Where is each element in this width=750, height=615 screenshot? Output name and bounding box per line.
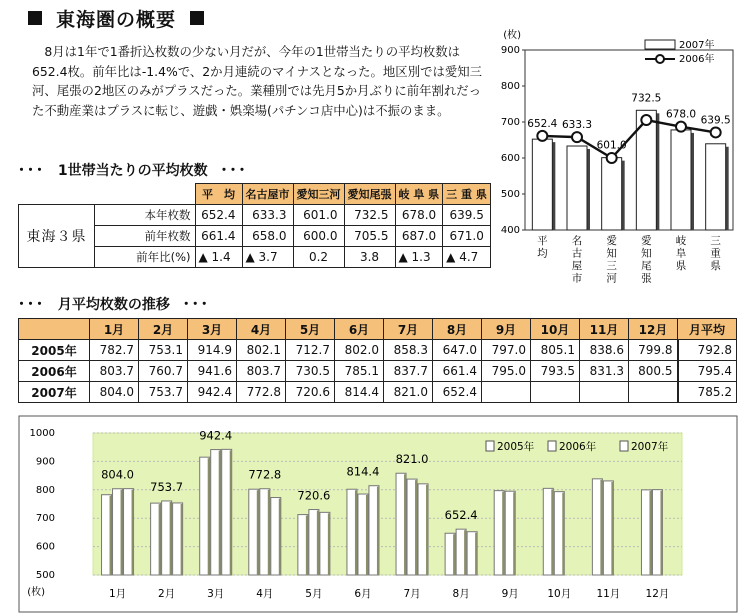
- year-label: 2005年: [19, 340, 90, 361]
- data-label: 678.0: [665, 108, 697, 121]
- legend-swatch: [486, 441, 494, 451]
- monthly-average-table: [18, 318, 737, 403]
- data-label: 821.0: [395, 452, 429, 467]
- summary-paragraph: [32, 42, 492, 120]
- legend-label: 2007年: [679, 40, 715, 51]
- bar-shade: [268, 490, 270, 575]
- y-tick-label: 900: [500, 45, 520, 56]
- table-cell: 792.8: [678, 340, 737, 361]
- bar-shade: [377, 487, 379, 575]
- bar-shade: [404, 474, 406, 575]
- line-marker: [676, 122, 686, 132]
- bar-shade: [110, 496, 112, 575]
- table-cell: 730.5: [286, 361, 335, 382]
- bar-shade: [562, 493, 564, 575]
- table-cell: 942.4: [188, 382, 237, 403]
- bar-shade: [121, 490, 123, 575]
- table-cell: 941.6: [188, 361, 237, 382]
- category-label: 知: [641, 247, 652, 260]
- square-bullet-icon: [28, 11, 42, 25]
- bar-shade: [551, 489, 553, 575]
- axis-unit-label: (枚): [27, 587, 45, 598]
- row-label: 前年枚数: [95, 226, 196, 247]
- y-tick-label: 500: [35, 570, 55, 581]
- category-label: 岐: [675, 235, 687, 247]
- legend-swatch-bar: [645, 40, 675, 49]
- legend-marker: [656, 55, 664, 63]
- bar-shade: [464, 530, 466, 575]
- x-tick-label: 7月: [403, 588, 421, 600]
- y-tick-label: 600: [35, 541, 55, 553]
- line-marker: [537, 131, 547, 141]
- table-cell: 720.6: [286, 382, 335, 403]
- line-marker: [641, 115, 651, 125]
- bar-shade: [502, 492, 504, 575]
- category-label: 張: [641, 272, 652, 285]
- table-cell: 838.6: [580, 340, 629, 361]
- table-cell: 687.0: [395, 226, 443, 247]
- table-cell: 671.0: [443, 226, 491, 247]
- table-cell: 814.4: [335, 382, 384, 403]
- bar: [532, 139, 552, 230]
- category-label: 知: [606, 247, 617, 260]
- table-cell: 661.4: [433, 361, 482, 382]
- heading-label: 月平均枚数の推移: [57, 297, 170, 313]
- table-cell: 785.1: [335, 361, 384, 382]
- x-tick-label: 12月: [645, 588, 670, 600]
- table-cell: 0.2: [293, 247, 344, 268]
- region-label: 東海３県: [19, 205, 95, 268]
- bar-shade: [611, 482, 613, 575]
- bar-shade: [132, 490, 134, 575]
- table-cell: 802.1: [237, 340, 286, 361]
- y-tick-label: 900: [35, 456, 55, 468]
- bar-shade: [219, 451, 221, 575]
- y-tick-label: 700: [35, 513, 55, 525]
- table-cell: ▲ 4.7: [443, 247, 491, 268]
- category-label: 重: [710, 247, 721, 260]
- column-header: 1月: [90, 319, 139, 340]
- data-label: 720.6: [297, 488, 331, 503]
- column-header: 7月: [384, 319, 433, 340]
- y-tick-label: 1000: [29, 428, 55, 439]
- data-label: 732.5: [631, 92, 662, 105]
- category-label: 愛: [641, 235, 652, 247]
- column-header: 2月: [139, 319, 188, 340]
- table-cell: 678.0: [395, 205, 443, 226]
- table-cell: [482, 382, 531, 403]
- section-heading-monthly: [18, 294, 210, 314]
- category-label: 平: [537, 235, 548, 247]
- table-cell: 799.8: [629, 340, 678, 361]
- y-tick-label: 800: [35, 484, 55, 496]
- table-cell: 831.3: [580, 361, 629, 382]
- data-label: 639.5: [700, 114, 731, 127]
- year-label: 2006年: [19, 361, 90, 382]
- table-cell: 658.0: [242, 226, 293, 247]
- table-cell: 802.0: [335, 340, 384, 361]
- column-header: 3月: [188, 319, 237, 340]
- table-cell: 805.1: [531, 340, 580, 361]
- line-marker: [607, 153, 617, 163]
- title-text: 東海圏の概要: [56, 9, 177, 31]
- data-label: 601.0: [596, 139, 627, 152]
- legend-label: 2005年: [497, 441, 535, 453]
- y-tick-label: 600: [500, 153, 520, 164]
- page-title: [28, 5, 204, 32]
- table-cell: ▲ 1.4: [195, 247, 242, 268]
- column-header: 8月: [433, 319, 482, 340]
- table-cell: 914.9: [188, 340, 237, 361]
- table-cell: 3.8: [344, 247, 395, 268]
- column-header: 月平均: [678, 319, 737, 340]
- column-header: 愛知三河: [293, 184, 344, 205]
- table-cell: 753.7: [139, 382, 188, 403]
- category-label: 阜: [675, 247, 687, 260]
- table-cell: [580, 382, 629, 403]
- bar-shade: [453, 534, 455, 575]
- table-cell: 821.0: [384, 382, 433, 403]
- table-cell: 732.5: [344, 205, 395, 226]
- x-tick-label: 5月: [305, 588, 323, 600]
- household-average-table: [18, 183, 491, 268]
- year-label: 2007年: [19, 382, 90, 403]
- table-cell: 772.8: [237, 382, 286, 403]
- bar-shade: [660, 491, 662, 575]
- bar-shade: [181, 504, 183, 575]
- bar-shade: [328, 513, 330, 575]
- column-header: 三 重 県: [443, 184, 491, 205]
- x-tick-label: 11月: [596, 588, 621, 600]
- y-tick-label: 500: [500, 189, 520, 200]
- bar-shade: [649, 491, 651, 575]
- row-label: 本年枚数: [95, 205, 196, 226]
- monthly-bar-chart: [18, 415, 738, 613]
- column-header: 4月: [237, 319, 286, 340]
- household-bar-line-chart: [495, 28, 745, 293]
- category-label: 愛: [606, 235, 617, 247]
- category-label: 三: [710, 235, 721, 247]
- table-cell: 803.7: [237, 361, 286, 382]
- table-cell: ▲ 1.3: [395, 247, 443, 268]
- heading-dots: ･･･: [18, 163, 45, 179]
- column-header: 愛知尾張: [344, 184, 395, 205]
- table-row: [19, 205, 491, 226]
- bar: [671, 130, 691, 230]
- square-bullet-icon: [190, 11, 204, 25]
- bar: [567, 146, 587, 230]
- column-header: 11月: [580, 319, 629, 340]
- table-cell: 760.7: [139, 361, 188, 382]
- bar-shade: [600, 480, 602, 575]
- bar-shade: [306, 516, 308, 575]
- x-tick-label: 3月: [207, 588, 225, 600]
- table-cell: 753.1: [139, 340, 188, 361]
- x-tick-label: 4月: [256, 588, 274, 600]
- heading-label: 1世帯当たりの平均枚数: [57, 163, 208, 179]
- legend-label: 2006年: [679, 54, 715, 65]
- bar-shade: [279, 499, 281, 575]
- x-tick-label: 9月: [501, 588, 519, 600]
- category-label: 古: [571, 247, 583, 260]
- bar-shade: [475, 533, 477, 575]
- section-heading-household: [18, 160, 248, 180]
- table-row: [19, 382, 737, 403]
- data-label: 814.4: [346, 464, 380, 479]
- legend-label: 2006年: [559, 441, 597, 453]
- bar: [602, 158, 622, 230]
- y-tick-label: 400: [500, 225, 520, 236]
- table-cell: 661.4: [195, 226, 242, 247]
- category-label: 市: [571, 272, 583, 285]
- column-header: 10月: [531, 319, 580, 340]
- bar: [706, 144, 726, 230]
- x-tick-label: 1月: [108, 588, 127, 600]
- table-cell: 837.7: [384, 361, 433, 382]
- bar-shade: [426, 485, 428, 575]
- category-label: 三: [606, 260, 617, 272]
- category-label: 均: [537, 247, 548, 260]
- table-cell: [629, 382, 678, 403]
- bar-shade: [170, 502, 172, 575]
- x-tick-label: 2月: [158, 588, 176, 600]
- row-label: 前年比(%): [95, 247, 196, 268]
- table-cell: 652.4: [195, 205, 242, 226]
- data-label: 942.4: [199, 428, 233, 443]
- table-cell: 652.4: [433, 382, 482, 403]
- x-tick-label: 8月: [452, 588, 470, 600]
- table-cell: ▲ 3.7: [242, 247, 293, 268]
- corner-cell: [19, 319, 90, 340]
- table-cell: 705.5: [344, 226, 395, 247]
- bar-shade: [415, 480, 417, 575]
- table-cell: [531, 382, 580, 403]
- line-marker: [572, 132, 582, 142]
- table-cell: 600.0: [293, 226, 344, 247]
- table-cell: 712.7: [286, 340, 335, 361]
- table-cell: 803.7: [90, 361, 139, 382]
- table-header-row: [19, 184, 491, 205]
- table-cell: 601.0: [293, 205, 344, 226]
- y-tick-label: 800: [500, 81, 520, 92]
- data-label: 753.7: [150, 479, 184, 494]
- table-cell: 804.0: [90, 382, 139, 403]
- data-label: 652.4: [444, 508, 478, 523]
- table-cell: 633.3: [242, 205, 293, 226]
- table-row: [19, 361, 737, 382]
- x-tick-label: 6月: [354, 588, 372, 600]
- table-cell: 647.0: [433, 340, 482, 361]
- bar-shade: [366, 495, 368, 575]
- column-header: 9月: [482, 319, 531, 340]
- axis-unit-label: (枚): [503, 30, 521, 41]
- table-header-row: [19, 319, 737, 340]
- heading-dots: ･･･: [182, 297, 210, 313]
- column-header: 平 均: [195, 184, 242, 205]
- column-header: 名古屋市: [242, 184, 293, 205]
- heading-dots: ･･･: [18, 297, 45, 313]
- bar-shade: [159, 504, 161, 575]
- table-cell: 795.4: [678, 361, 737, 382]
- table-cell: 795.0: [482, 361, 531, 382]
- bar-shade: [317, 511, 319, 575]
- column-header: 6月: [335, 319, 384, 340]
- category-label: 県: [675, 260, 687, 272]
- category-label: 名: [571, 235, 583, 247]
- category-label: 屋: [571, 260, 583, 272]
- category-label: 県: [710, 260, 721, 272]
- table-cell: 782.7: [90, 340, 139, 361]
- table-cell: 793.5: [531, 361, 580, 382]
- bar-shade: [355, 490, 357, 575]
- table-cell: 800.5: [629, 361, 678, 382]
- bar-shade: [513, 492, 515, 575]
- y-tick-label: 700: [500, 117, 520, 128]
- legend-label: 2007年: [631, 441, 669, 453]
- table-cell: 639.5: [443, 205, 491, 226]
- data-label: 772.8: [248, 467, 282, 482]
- column-header: 12月: [629, 319, 678, 340]
- category-label: 河: [606, 272, 617, 285]
- table-cell: 858.3: [384, 340, 433, 361]
- data-label: 652.4: [527, 117, 558, 130]
- category-label: 尾: [641, 260, 652, 272]
- table-cell: 785.2: [678, 382, 737, 403]
- column-header: 岐 阜 県: [395, 184, 443, 205]
- table-row: [19, 340, 737, 361]
- legend-swatch: [548, 441, 556, 451]
- bar-shade: [208, 458, 210, 575]
- data-label: 633.3: [561, 119, 593, 132]
- column-header: 5月: [286, 319, 335, 340]
- heading-dots: ･･･: [220, 163, 248, 179]
- bar-shade: [230, 450, 232, 575]
- summary-text: 8月は1年で1番折込枚数の少ない月だが、今年の1世帯当たりの平均枚数は652.4枚。前年比は-1.4%で、2か月連続のマイナスとなった。地区別では愛知三河、尾張の2地区のみがプラスだった。業種別では先月5か月ぶりに前年割れだった不動産業はプラスに転じ、遊戯・娯楽場(パチンコ店中心)は不振のまま。: [32, 44, 483, 118]
- table-cell: 797.0: [482, 340, 531, 361]
- line-marker: [711, 127, 721, 137]
- legend-swatch: [620, 441, 628, 451]
- data-label: 804.0: [101, 467, 135, 482]
- bar-shade: [257, 490, 259, 575]
- x-tick-label: 10月: [547, 588, 572, 600]
